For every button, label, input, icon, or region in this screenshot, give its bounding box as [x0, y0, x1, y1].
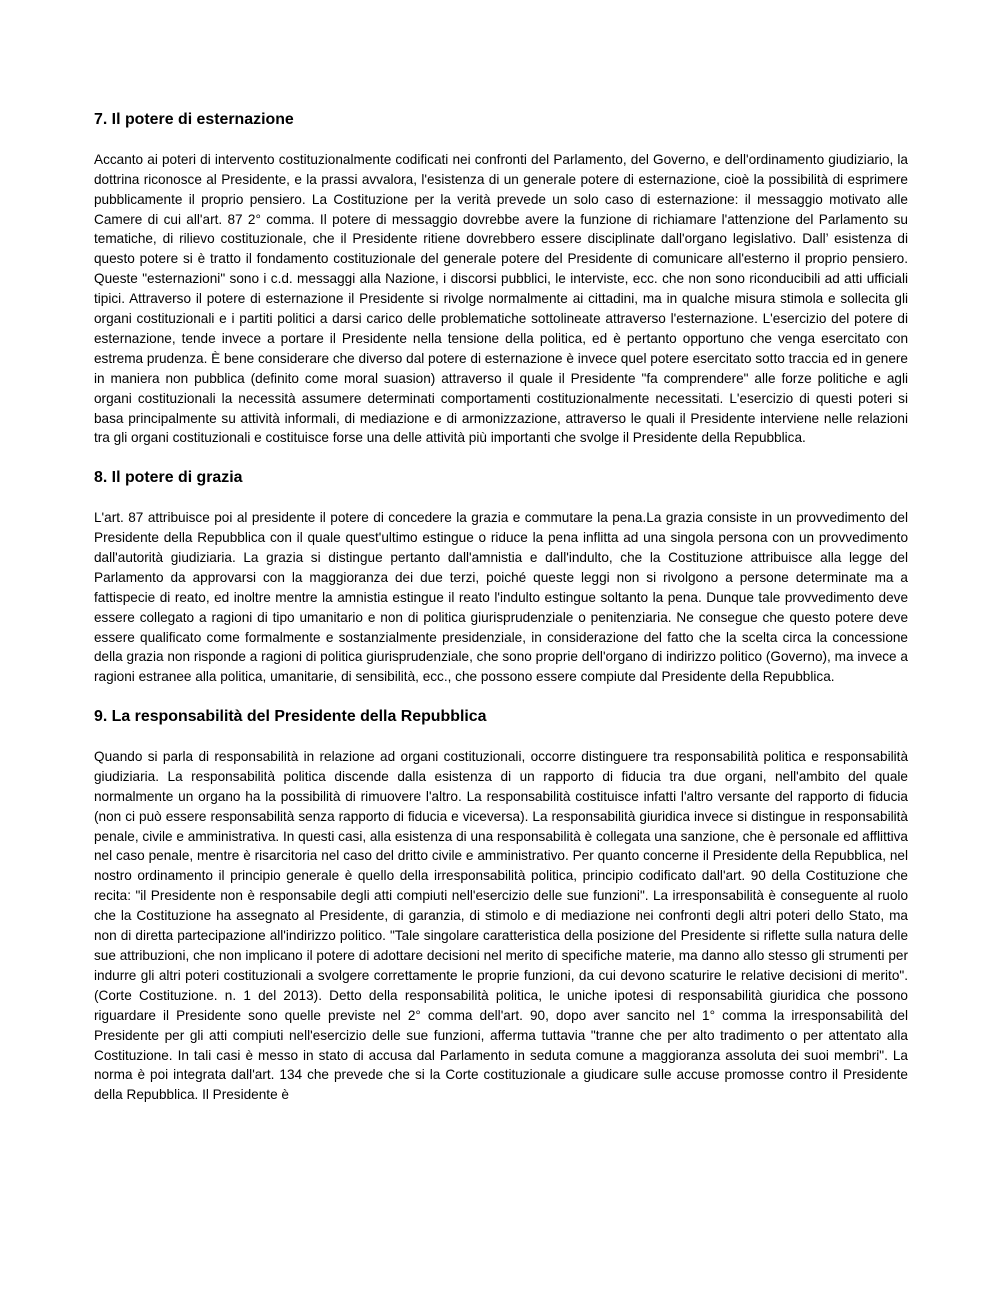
section-title-grazia: 8. Il potere di grazia	[94, 469, 243, 487]
section-title-esternazione: 7. Il potere di esternazione	[94, 111, 294, 128]
section-title-responsabilita: 9. La responsabilità del Presidente della Repubblica	[94, 708, 487, 726]
section-body-responsabilita: Quando si parla di responsabilità in relazione ad organi costituzionali, occorre distinguere tra responsabilità politica e responsabilità giudiziaria. La responsabilità politica discende dalla esistenza di un rapporto di fiducia tra due organi, nell'ambito del quale normalmente un organo ha la possibilità di rimuovere l'altro. La responsabilità costituisce infatti l'altro versante del rapporto di fiducia (non ci può essere responsabilità senza rapporto di fiducia e viceversa). La responsabilità giuridica invece si distingue in responsabilità penale, civile e amministrativa. In questi casi, alla esistenza di una responsabilità è collegata una sanzione, che è personale ed afflittiva nel caso penale, mentre è risarcitoria nel caso del dritto civile e amministrativo. Per quanto concerne il Presidente della Repubblica, nel nostro ordinamento il principio generale è quello della irresponsabilità politica, principio codificato dall'art. 90 della Costituzione che recita: "il Presidente non è responsabile degli atti compiuti nell'esercizio delle sue funzioni". La irresponsabilità è conseguente al ruolo che la Costituzione ha assegnato al Presidente, di garanzia, di stimolo e di mediazione nei confronti degli altri poteri dello Stato, ma non di diretta partecipazione all'indirizzo politico. "Tale singolare caratteristica della posizione del Presidente si riflette sulla natura delle sue attribuzioni, che non implicano il potere di adottare decisioni nel merito di specifiche materie, ma danno allo stesso gli strumenti per indurre gli altri poteri costituzionali a svolgere correttamente le proprie funzioni, da cui devono scaturire le relative decisioni di merito". (Corte Costituzione. n. 1 del 2013). Detto della responsabilità politica, le uniche ipotesi di responsabilità giuridica che possono riguardare il Presidente sono quelle previste nel 2° comma dell'art. 90, dopo aver sancito nel 1° comma la irresponsabilità del Presidente per gli atti compiuti nell'esercizio delle sue funzioni, afferma tuttavia "tranne che per alto tradimento o per attentato alla Costituzione. In tali casi è messo in stato di accusa dal Parlamento in seduta comune a maggioranza assoluta dei suoi membri". La norma è poi integrata dall'art. 134 che prevede che si la Corte costituzionale a giudicare sulle accuse promosse contro il Presidente della Repubblica. Il Presidente è	[94, 748, 908, 1103]
section-body-grazia: L'art. 87 attribuisce poi al presidente il potere di concedere la grazia e commutare la pena.La grazia consiste in un provvedimento del Presidente della Repubblica con il quale quest'ultimo estingue o riduce la pena inflitta ad una singola persona con un provvedimento dall'autorità giudiziaria. La grazia si distingue pertanto dall'amnistia e dall'indulto, che la Costituzione attribuisce alla legge del Parlamento da approvarsi con la maggioranza dei due terzi, poiché queste leggi non si rivolgono a persone determinate ma a fattispecie di reato, ed inoltre mentre la amnistia estingue il reato l'indulto estingue soltanto la pena. Dunque tale provvedimento deve essere collegato a ragioni di tipo umanitario e non di politica giurisprudenziale o penitenziaria. Ne consegue che questo potere deve essere qualificato come formalmente e sostanzialmente presidenziale, in considerazione del fatto che la scelta circa la concessione della grazia non risponde a ragioni di politica giurisprudenziale, che sono proprie dell'organo di indirizzo politico (Governo), ma invece a ragioni estranee alla politica, umanitarie, di sensibilità, ecc., che possono essere compiute dal Presidente della Repubblica.	[94, 510, 908, 685]
spacer	[94, 727, 908, 747]
spacer	[94, 687, 908, 707]
spacer	[94, 488, 908, 508]
document-page	[94, 110, 908, 1105]
spacer	[94, 130, 908, 150]
spacer	[94, 448, 908, 468]
section-body-esternazione: Accanto ai poteri di intervento costituzionalmente codificati nei confronti del Parlamento, del Governo, e dell'ordinamento giudiziario, la dottrina riconosce al Presidente, e la prassi avvalora, l'esistenza di un generale potere di esternazione, cioè la possibilità di esprimere pubblicamente il proprio pensiero. La Costituzione per la verità prevede un solo caso di esternazione: il messaggio motivato alle Camere di cui all'art. 87 2° comma. Il potere di messaggio dovrebbe avere la funzione di richiamare l'attenzione del Parlamento su tematiche, di rilievo costituzionale, che il Presidente ritiene dovrebbero essere disciplinate dall'organo legislativo. Dall’ esistenza di questo potere si è tratto il fondamento costituzionale del generale potere del Presidente di comunicare all'esterno il proprio pensiero. Queste "esternazioni" sono i c.d. messaggi alla Nazione, i discorsi pubblici, le interviste, ecc. che non sono riconducibili ad atti ufficiali tipici. Attraverso il potere di esternazione il Presidente si rivolge normalmente ai cittadini, ma in qualche misura stimola e sollecita gli organi costituzionali e i partiti politici a darsi carico delle problematiche sottolineate attraverso l'esternazione. L'esercizio del potere di esternazione, tende invece a portare il Presidente nella tensione della politica, ed è pertanto opportuno che venga esercitato con estrema prudenza. È bene considerare che diverso dal potere di esternazione è invece quel potere esercitato sotto traccia ed in genere in maniera non pubblica (definito come moral suasion) attraverso il quale il Presidente "fa comprendere" alle forze politiche e agli organi costituzionali la necessità assumere determinati comportamenti costituzionalmente necessitati. L'esercizio di questi poteri si basa principalmente su attività informali, di mediazione e di armonizzazione, attraverso le quali il Presidente interviene nelle relazioni tra gli organi costituzionali e costituisce forse una delle attività più importanti che svolge il Presidente della Repubblica.	[94, 151, 908, 446]
